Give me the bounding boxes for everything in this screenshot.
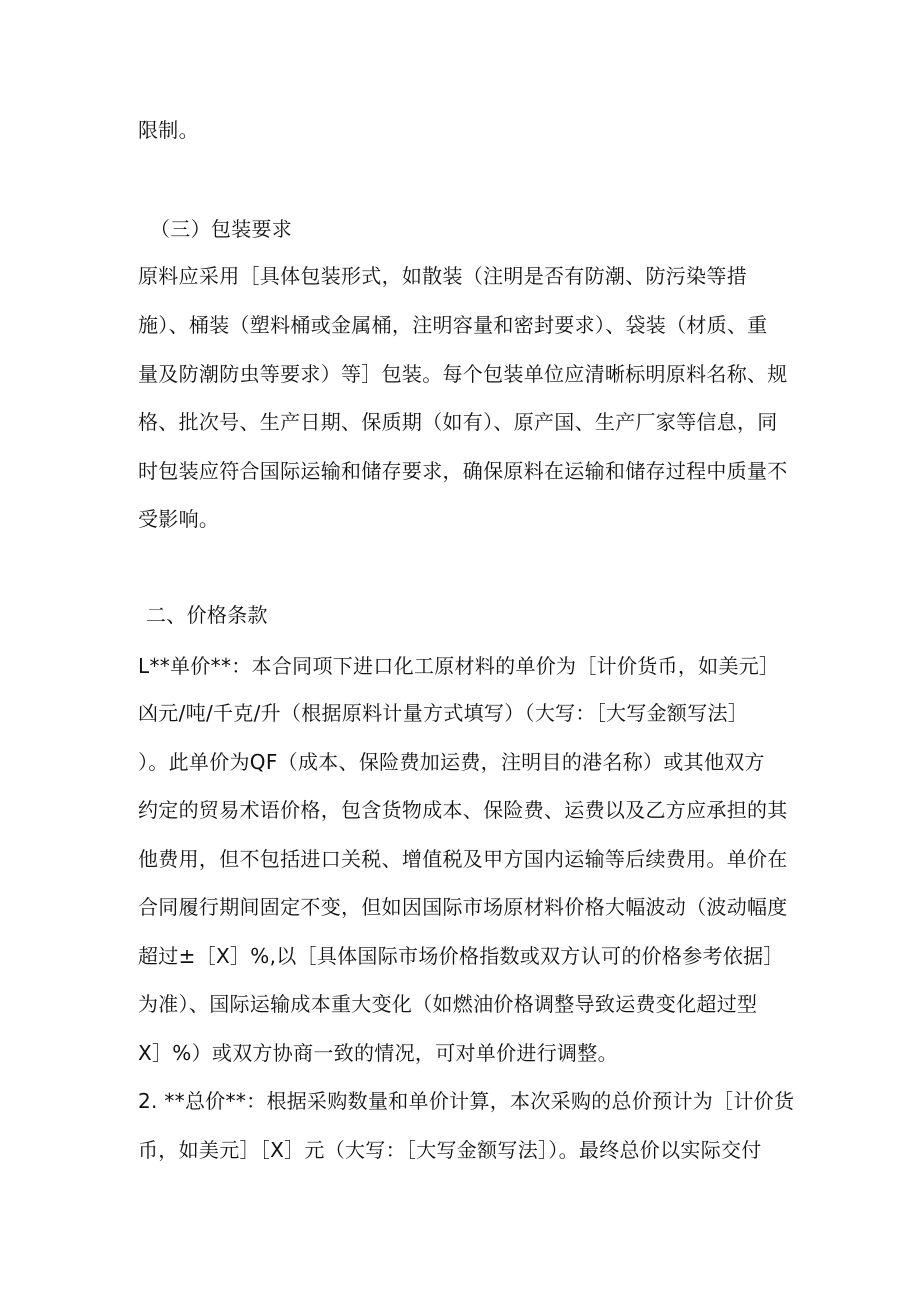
section-heading-price-terms: 二、价格条款	[146, 603, 268, 627]
text-line: 为准）、国际运输成本重大变化（如燃油价格调整导致运费变化超过型	[138, 992, 758, 1016]
text-line: 约定的贸易术语价格，包含货物成本、保险费、运费以及乙方应承担的其	[138, 798, 788, 822]
text-line: 格、批次号、生产日期、保质期（如有）、原产国、生产厂家等信息，同	[138, 410, 778, 434]
text-line: 合同履行期间固定不变，但如因国际市场原材料价格大幅波动（波动幅度	[138, 895, 788, 919]
text-line: 时包装应符合国际运输和储存要求，确保原料在运输和储存过程中质量不	[138, 459, 788, 483]
section-heading-packaging: （三）包装要求	[150, 217, 293, 241]
text-line: ）。此单价为QF（成本、保险费加运费，注明目的港名称）或其他双方	[138, 750, 765, 774]
text-line: L**单价**：本合同项下进口化工原材料的单价为［计价货币，如美元］	[138, 654, 780, 678]
text-line: 原料应采用［具体包装形式，如散装（注明是否有防潮、防污染等措	[138, 264, 747, 288]
text-line: 限制。	[138, 118, 199, 142]
text-line: 2. **总价**：根据采购数量和单价计算，本次采购的总价预计为［计价货	[138, 1089, 795, 1113]
text-line: 币，如美元］［X］元（大写：［大写金额写法］）。最终总价以实际交付	[138, 1138, 762, 1162]
text-line: 超过±［X］%,以［具体国际市场价格指数或双方认可的价格参考依据］	[138, 944, 784, 968]
text-line: 施）、桶装（塑料桶或金属桶，注明容量和密封要求）、袋装（材质、重	[138, 313, 768, 337]
text-line: X］%）或双方协商一致的情况，可对单价进行调整。	[138, 1041, 618, 1065]
text-line: 受影响。	[138, 507, 220, 531]
text-line: 他费用，但不包括进口关税、增值税及甲方国内运输等后续费用。单价在	[138, 847, 788, 871]
text-line: 量及防潮防虫等要求）等］包装。每个包装单位应清晰标明原料名称、规	[138, 362, 788, 386]
text-line: 凶元/吨/千克/升（根据原料计量方式填写）（大写：［大写金额写法］	[138, 701, 749, 725]
